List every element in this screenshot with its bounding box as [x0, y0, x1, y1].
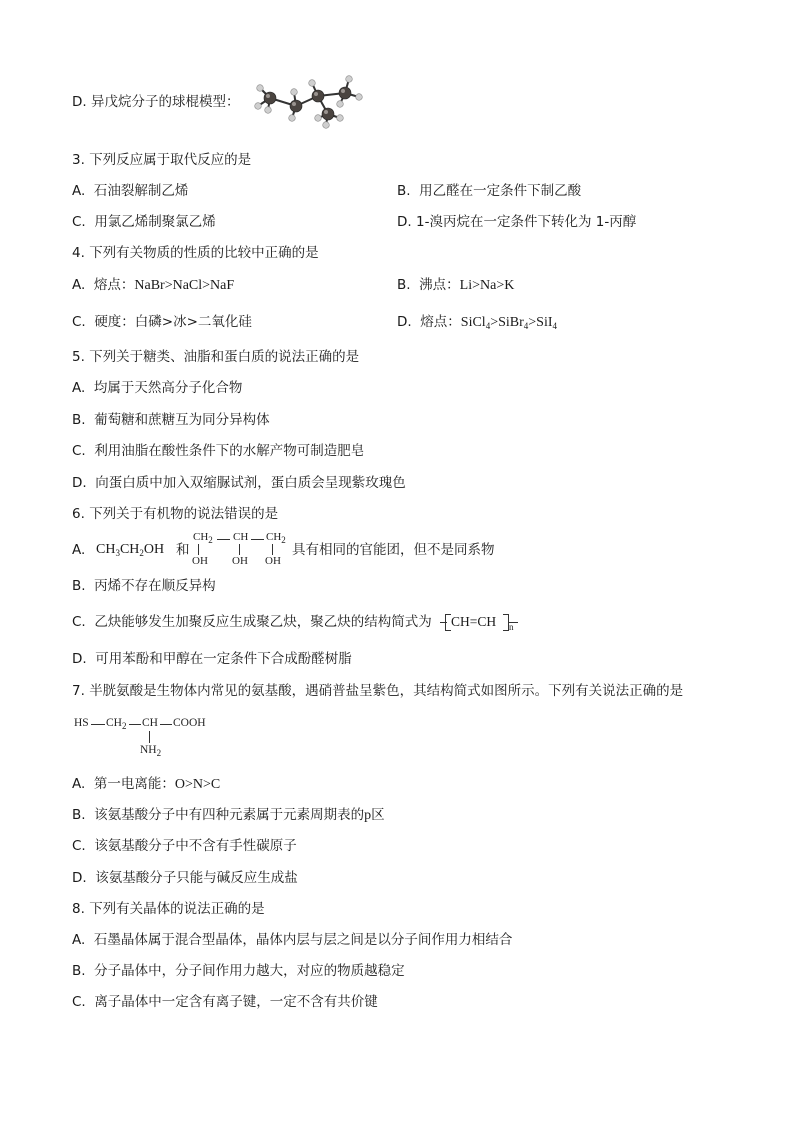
- q4-stem: 4. 下列有关物质的性质的比较中正确的是: [72, 245, 319, 261]
- q5-option-c: C. 利用油脂在酸性条件下的水解产物可制造肥皂: [72, 443, 365, 459]
- ethanol-formula: $CH_3CH_2OH$: [96, 542, 165, 558]
- q6-option-d: D. 可用苯酚和甲醇在一定条件下合成酚醛树脂: [72, 651, 352, 667]
- q7-option-b: B. 该氨基酸分子中有四种元素属于元素周期表的p区: [72, 807, 385, 823]
- q6-and: 和: [176, 542, 190, 558]
- q4-option-a: A. 熔点：NaBr>NaCl>NaF: [72, 277, 235, 293]
- q3-option-b: B. 用乙醛在一定条件下制乙酸: [397, 183, 582, 199]
- q8-option-a: A. 石墨晶体属于混合型晶体，晶体内层与层之间是以分子间作用力相结合: [72, 932, 513, 948]
- q5-option-a: A. 均属于天然高分子化合物: [72, 380, 243, 396]
- q3-option-d: D. 1-溴丙烷在一定条件下转化为 1-丙醇: [397, 214, 637, 230]
- q6-stem: 6. 下列关于有机物的说法错误的是: [72, 506, 279, 522]
- q4-option-b: B. 沸点：Li>Na>K: [397, 277, 515, 293]
- q7-stem: 7. 半胱氨酸是生物体内常见的氨基酸，遇硝普盐呈紫色，其结构简式如图所示。下列有关说法正确的是: [72, 683, 684, 699]
- q5-option-d: D. 向蛋白质中加入双缩脲试剂，蛋白质会呈现紫玫瑰色: [72, 475, 406, 491]
- q2-option-d: D. 异戊烷分子的球棍模型：: [72, 94, 240, 110]
- q8-stem: 8. 下列有关晶体的说法正确的是: [72, 901, 265, 917]
- q3-option-a: A. 石油裂解制乙烯: [72, 183, 189, 199]
- q5-stem: 5. 下列关于糖类、油脂和蛋白质的说法正确的是: [72, 349, 360, 365]
- q4-option-c: C. 硬度：白磷>冰>二氧化硅: [72, 314, 252, 330]
- q3-stem: 3. 下列反应属于取代反应的是: [72, 152, 252, 168]
- q8-option-c: C. 离子晶体中一定含有离子键，一定不含有共价键: [72, 994, 378, 1010]
- q7-option-d: D. 该氨基酸分子只能与碱反应生成盐: [72, 870, 298, 886]
- q8-option-b: B. 分子晶体中，分子间作用力越大，对应的物质越稳定: [72, 963, 405, 979]
- q3-option-c: C. 用氯乙烯制聚氯乙烯: [72, 214, 216, 230]
- q4-option-d: D. 熔点：SiCl$_4$>SiBr$_4$>SiI$_4$: [397, 314, 557, 331]
- isopentane-ball-stick-model: [246, 70, 372, 130]
- q6-option-b: B. 丙烯不存在顺反异构: [72, 578, 216, 594]
- q6-option-a-label: A.: [72, 542, 86, 558]
- q6-option-a-rest: 具有相同的官能团，但不是同系物: [292, 542, 495, 558]
- q5-option-b: B. 葡萄糖和蔗糖互为同分异构体: [72, 412, 270, 428]
- q6-option-c: C. 乙炔能够发生加聚反应生成聚乙炔，聚乙炔的结构简式为: [72, 614, 432, 630]
- q7-option-c: C. 该氨基酸分子中不含有手性碳原子: [72, 838, 297, 854]
- q7-option-a: A. 第一电离能：O>N>C: [72, 776, 221, 792]
